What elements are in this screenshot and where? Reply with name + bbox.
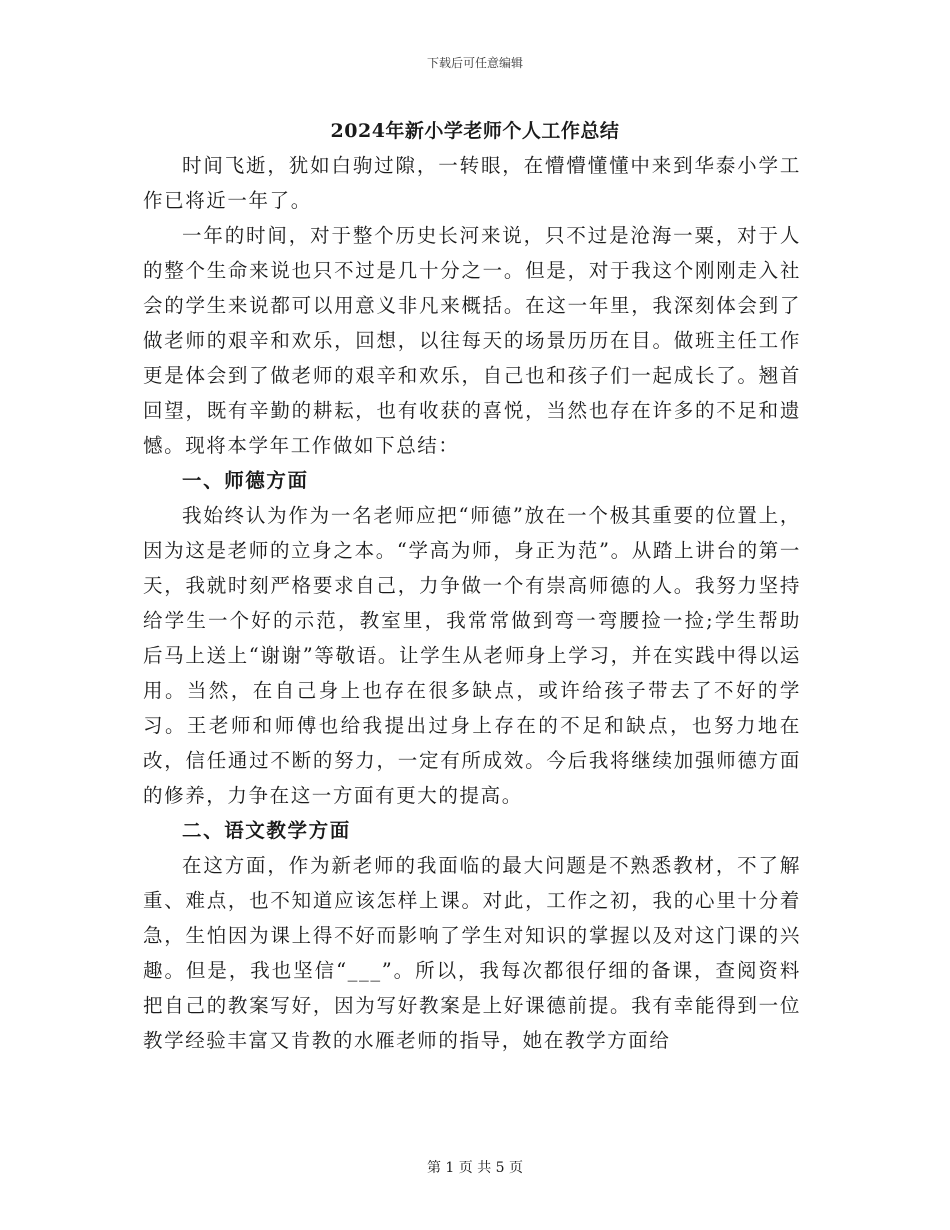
paragraph-overview: 一年的时间，对于整个历史长河来说，只不过是沧海一粟，对于人的整个生命来说也只不过是几十分之一。但是，对于我这个刚刚走入社会的学生来说都可以用意义非凡来概括。在这一年里，我深刻体会到了做老师的艰辛和欢乐，回想，以往每天的场景历历在目。做班主任工作更是体会到了做老师的艰辛和欢乐，自己也和孩子们一起成长了。翘首回望，既有辛勤的耕耘，也有收获的喜悦，当然也存在许多的不足和遗憾。现将本学年工作做如下总结： <box>143 224 801 457</box>
paragraph-intro: 时间飞逝，犹如白驹过隙，一转眼，在懵懵懂懂中来到华泰小学工作已将近一年了。 <box>143 154 801 212</box>
document-title: 2024年新小学老师个人工作总结 <box>330 120 620 142</box>
section-heading-ethics: 一、师德方面 <box>182 469 309 492</box>
paragraph-ethics: 我始终认为作为一名老师应把“师德”放在一个极其重要的位置上，因为这是老师的立身之本。“学高为师，身正为范”。从踏上讲台的第一天，我就时刻严格要求自己，力争做一个有崇高师德的人。我努力坚持给学生一个好的示范，教室里，我常常做到弯一弯腰捡一捡;学生帮助后马上送上“谢谢”等敬语。让学生从老师身上学习，并在实践中得以运用。当然，在自己身上也存在很多缺点，或许给孩子带去了不好的学习。王老师和师傅也给我提出过身上存在的不足和缺点，也努力地在改，信任通过不断的努力，一定有所成效。今后我将继续加强师德方面的修养，力争在这一方面有更大的提高。 <box>143 504 801 807</box>
page-number: 第 1 页 共 5 页 <box>426 1160 524 1176</box>
paragraph-chinese-teaching: 在这方面，作为新老师的我面临的最大问题是不熟悉教材，不了解重、难点，也不知道应该怎样上课。对此，工作之初，我的心里十分着急，生怕因为课上得不好而影响了学生对知识的掌握以及对这门课的兴趣。但是，我也坚信“___”。所以，我每次都很仔细的备课，查阅资料把自己的教案写好，因为写好教案是上好课德前提。我有幸能得到一位教学经验丰富又肯教的水雁老师的指导，她在教学方面给 <box>143 854 801 1052</box>
header-note: 下载后可任意编辑 <box>426 56 523 70</box>
document-body <box>143 148 801 1058</box>
section-heading-chinese-teaching: 二、语文教学方面 <box>182 819 351 842</box>
